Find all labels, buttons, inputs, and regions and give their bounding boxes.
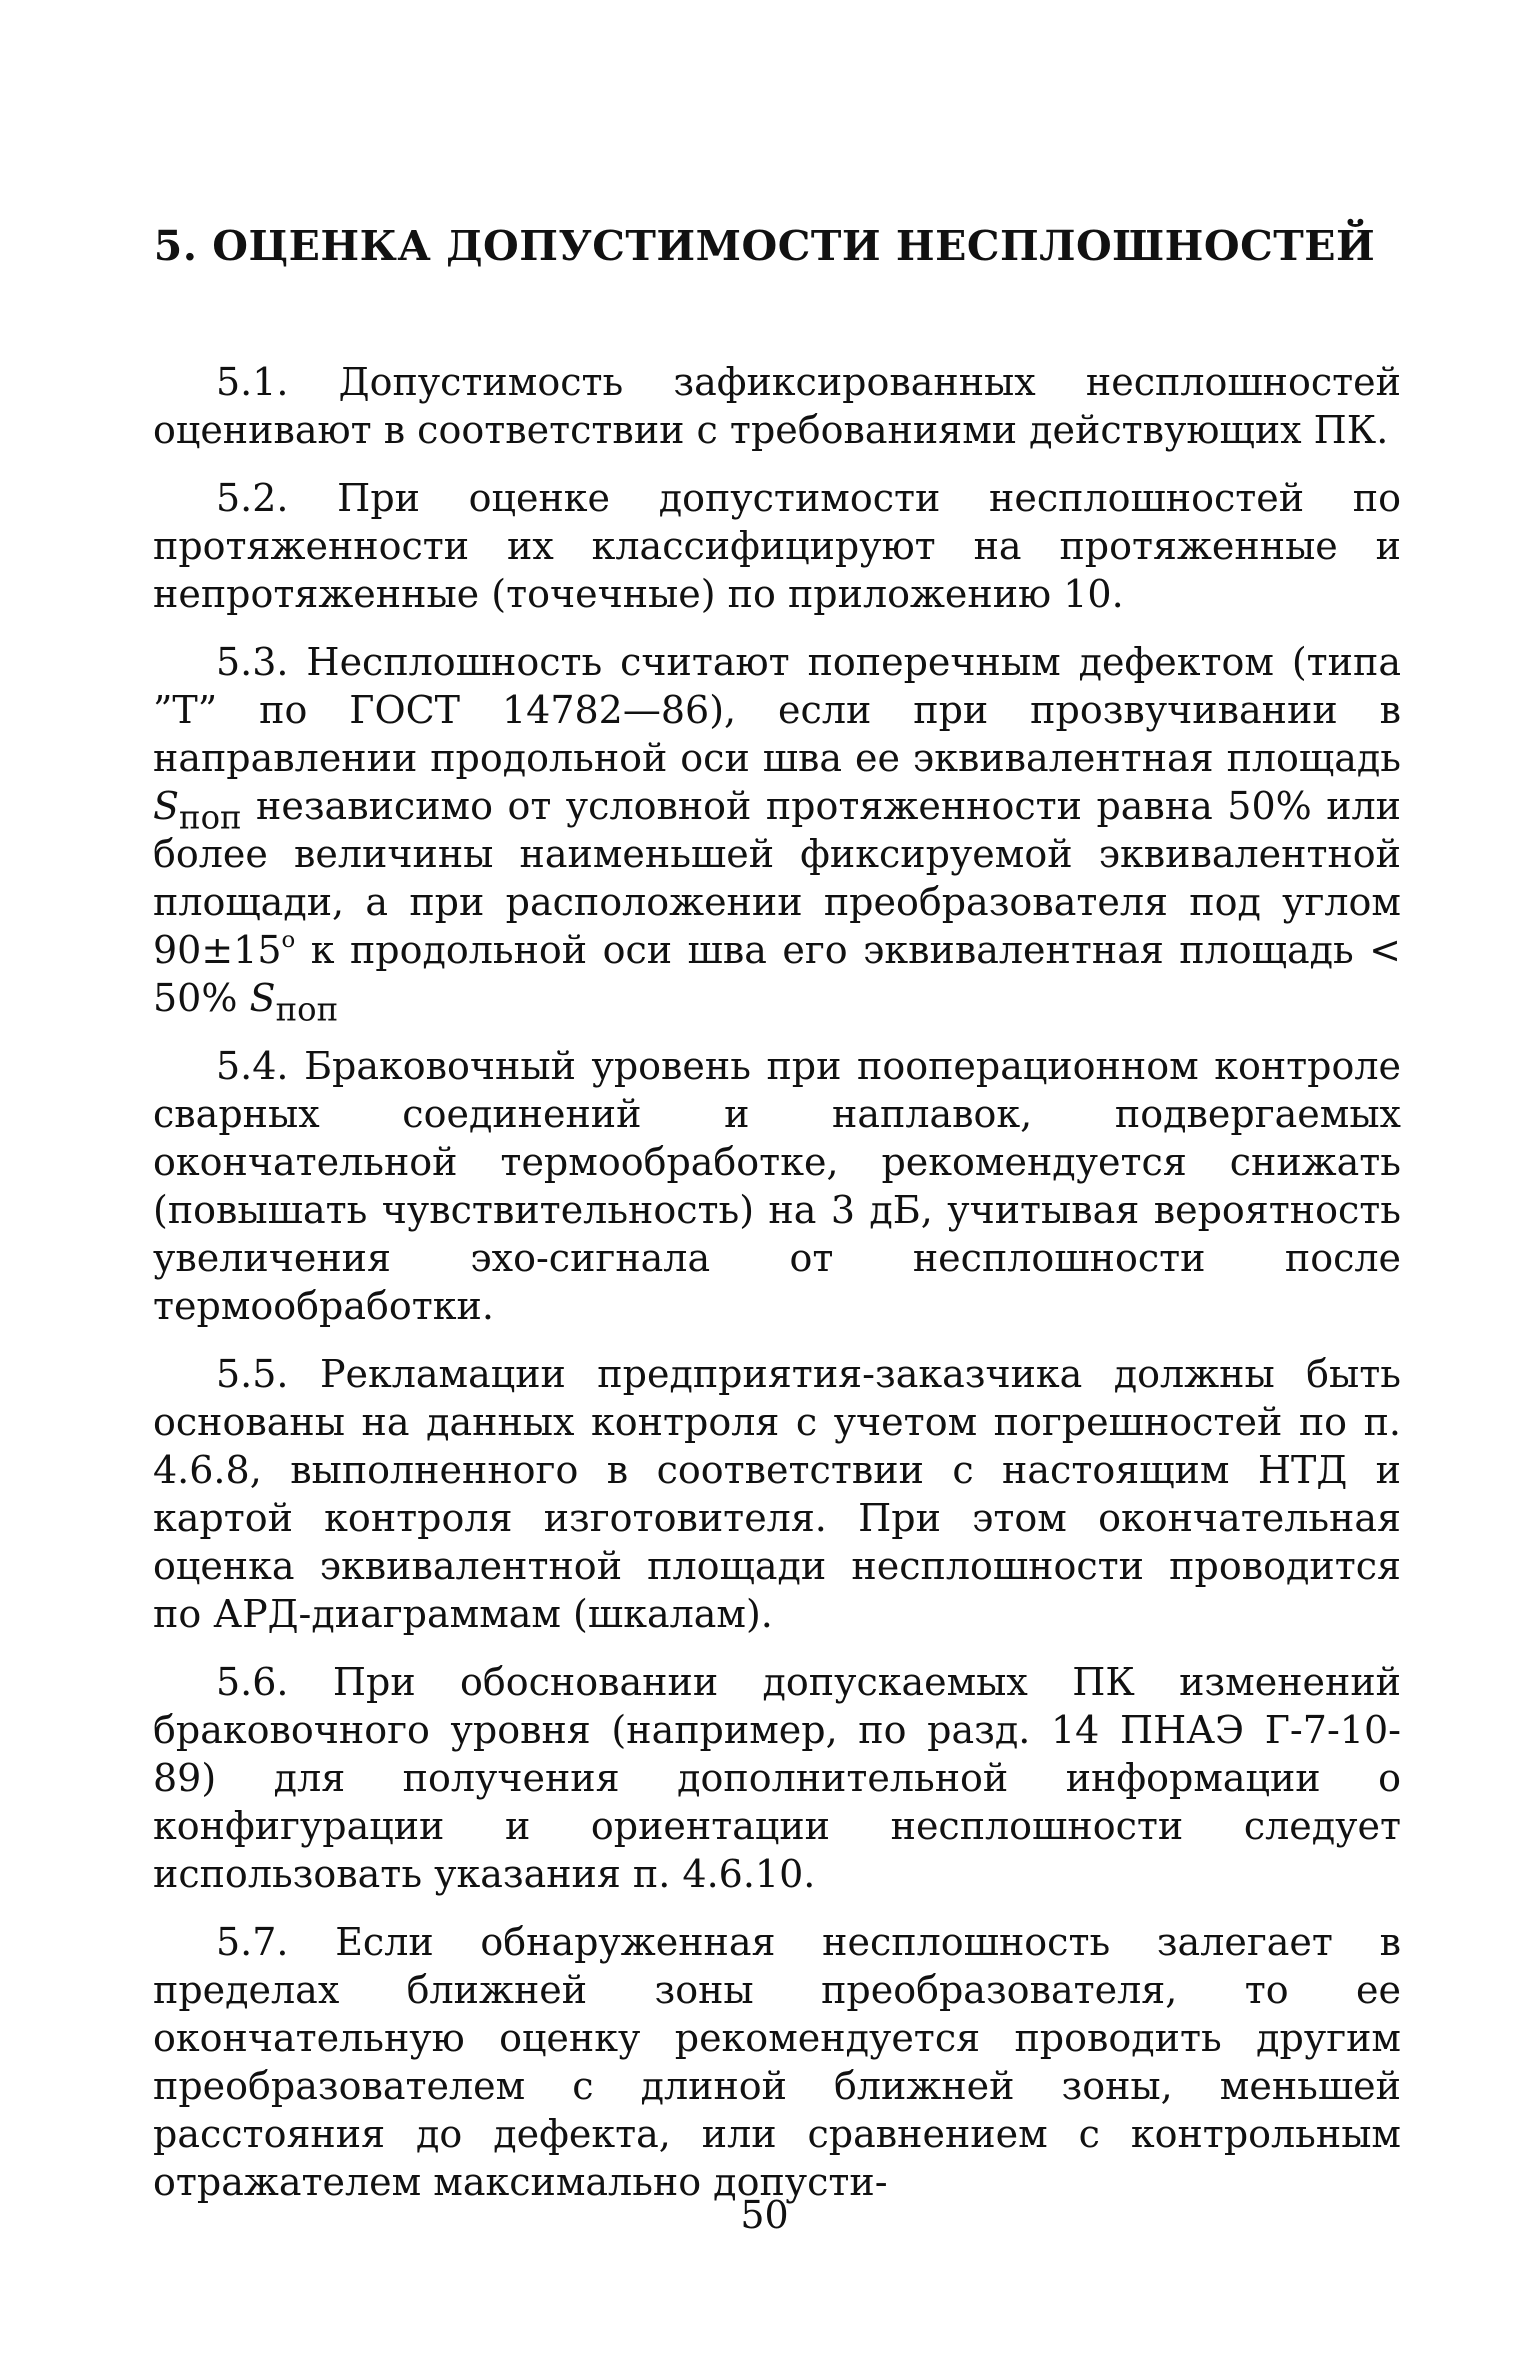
degree-symbol: о [281, 927, 296, 954]
s-pop-subscript: поп [179, 798, 242, 837]
paragraph-5-3-text-1: 5.3. Несплошность считают поперечным дефектом (типа ”Т” по ГОСТ 14782—86), если при прозвучивании в направлении продольной оси шва ее эквивалентная площадь [153, 640, 1401, 780]
paragraph-5-3 [153, 638, 1401, 1029]
paragraph-5-2: 5.2. При оценке допустимости несплошностей по протяженности их классифицируют на протяженные и непротяженные (точечные) по приложению 10. [153, 476, 1401, 616]
angle-value: 90±15 [153, 928, 282, 972]
paragraph-5-5: 5.5. Рекламации предприятия-заказчика должны быть основаны на данных контроля с учетом погрешностей по п. 4.6.8, выполненного в соответствии с настоящим НТД и картой контроля изготовителя. При этом окончательная оценка эквивалентной площади несплошности проводится по АРД-диаграммам (шкалам). [153, 1352, 1401, 1636]
paragraph-5-3-text-3: к продольной оси шва его эквивалентная площадь < 50% [153, 928, 1401, 1020]
paragraph-5-4: 5.4. Браковочный уровень при пооперационном контроле сварных соединений и наплавок, подвергаемых окончательной термообработке, рекомендуется снижать (повышать чувствительность) на 3 дБ, учитывая вероятность увеличения эхо-сигнала от несплошности после термообработки. [153, 1044, 1401, 1328]
section-body [153, 358, 1401, 2226]
s-pop-symbol-2: S [249, 976, 276, 1020]
paragraph-5-7: 5.7. Если обнаруженная несплошность залегает в пределах ближней зоны преобразователя, то ее окончательную оценку рекомендуется проводить другим преобразователем с длиной ближней зоны, меньшей расстояния до дефекта, или сравнением с контрольным отражателем максимально допусти- [153, 1920, 1401, 2204]
paragraph-5-3-text-2: независимо от условной протяженности равна 50% или более величины наименьшей фиксируемой эквивалентной площади, а при расположении преобразователя под углом [153, 784, 1401, 924]
paragraph-5-1: 5.1. Допустимость зафиксированных несплошностей оценивают в соответствии с требованиями действующих ПК. [153, 360, 1401, 452]
page-number: 50 [740, 2193, 789, 2237]
s-pop-subscript-2: поп [275, 990, 339, 1029]
paragraph-5-6: 5.6. При обосновании допускаемых ПК изменений браковочного уровня (например, по разд. 14 ПНАЭ Г-7-10-89) для получения дополнительной информации о конфигурации и ориентации несплошности следует использовать указания п. 4.6.10. [153, 1660, 1401, 1896]
section-heading: 5. ОЦЕНКА ДОПУСТИМОСТИ НЕСПЛОШНОСТЕЙ [153, 222, 1376, 270]
s-pop-symbol: S [153, 784, 180, 828]
